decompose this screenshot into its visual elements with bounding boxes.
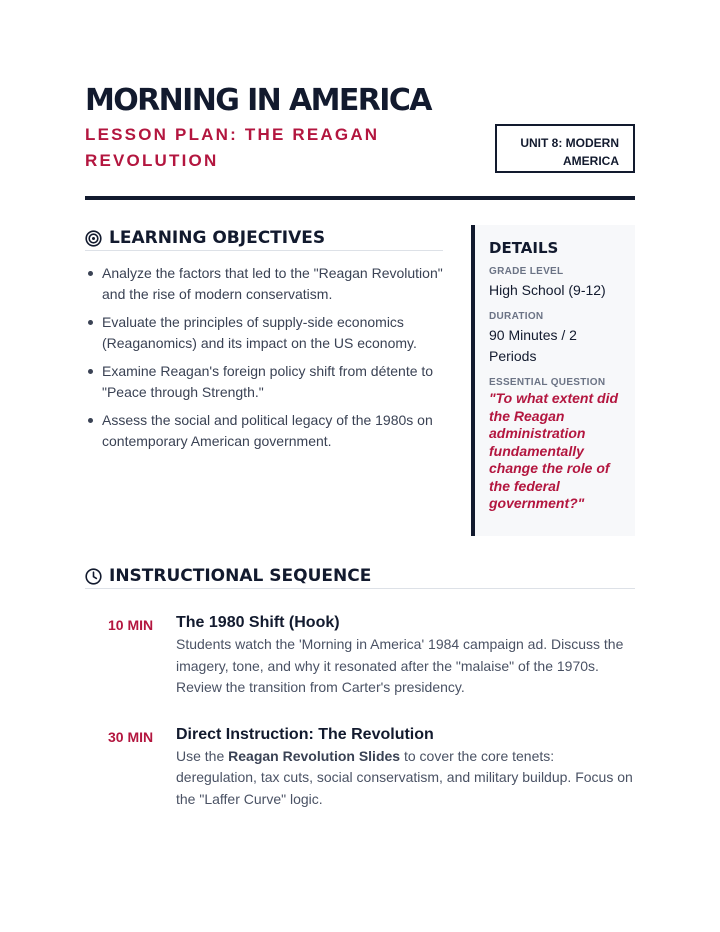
slides-reference: Reagan Revolution Slides [228,747,401,764]
list-item [85,410,443,452]
objective-text: Evaluate the principles of supply-side economics (Reaganomics) and its impact on the US economy. [102,314,417,351]
step-time: 30 MIN [108,728,154,745]
step-description: Students watch the 'Morning in America' 1984 campaign ad. Discuss the imagery, tone, and why it resonated after the "malaise" of the 1970s. Review the transition from Carter's presidency. [176,636,624,695]
grade-level-value: High School (9-12) [489,282,606,298]
details-heading: DETAILS [489,239,559,257]
objective-text: Analyze the factors that led to the "Reagan Revolution" and the rise of modern conservatism. [102,265,443,302]
objective-text: Examine Reagan's foreign policy shift from détente to "Peace through Strength." [102,363,434,400]
bullet [88,271,93,276]
step-title: The 1980 Shift (Hook) [176,614,340,631]
sequence-step [85,613,635,699]
instructional-sequence-section [85,566,635,810]
step-body [176,613,635,699]
list-item [85,312,443,354]
step-title: Direct Instruction: The Revolution [176,725,434,743]
bullet [88,418,93,423]
desc-text: Use the [176,747,229,764]
sequence-header [85,566,635,589]
essential-question-value: "To what extent did the Reagan administration fundamentally change the role of the federal government?" [489,390,619,511]
objectives-heading: LEARNING OBJECTIVES [109,228,326,248]
details-panel [471,225,635,536]
header-row [85,122,635,174]
page-title: MORNING IN AMERICA [85,83,431,118]
sequence-heading: INSTRUCTIONAL SEQUENCE [109,566,372,586]
objectives-header [85,228,443,251]
unit-badge: UNIT 8: MODERN AMERICA [495,124,635,173]
step-description [176,746,635,811]
header-divider [85,196,635,200]
target-icon [85,230,102,247]
bullet [88,320,93,325]
main-columns [85,228,635,536]
duration-value: 90 Minutes / 2 Periods [489,327,577,364]
lesson-plan-page [85,84,635,810]
essential-question-label: ESSENTIAL QUESTION [489,377,606,388]
grade-level-label: GRADE LEVEL [489,266,564,277]
objectives-list [85,263,443,452]
desc-text: to cover the core tenets: deregulation, tax cuts, social conservatism, and military buildup. Focus on the "Laffer Curve" logic. [176,747,633,807]
page-subtitle: LESSON PLAN: THE REAGAN REVOLUTION [85,125,380,170]
objective-text: Assess the social and political legacy of the 1980s on contemporary American government. [102,412,433,449]
step-body [176,725,635,811]
list-item [85,263,443,305]
clock-icon [85,568,102,585]
bullet [88,369,93,374]
list-item [85,361,443,403]
duration-label: DURATION [489,311,544,322]
sequence-step [85,725,635,811]
learning-objectives-section [85,228,443,536]
step-time: 10 MIN [108,617,154,633]
